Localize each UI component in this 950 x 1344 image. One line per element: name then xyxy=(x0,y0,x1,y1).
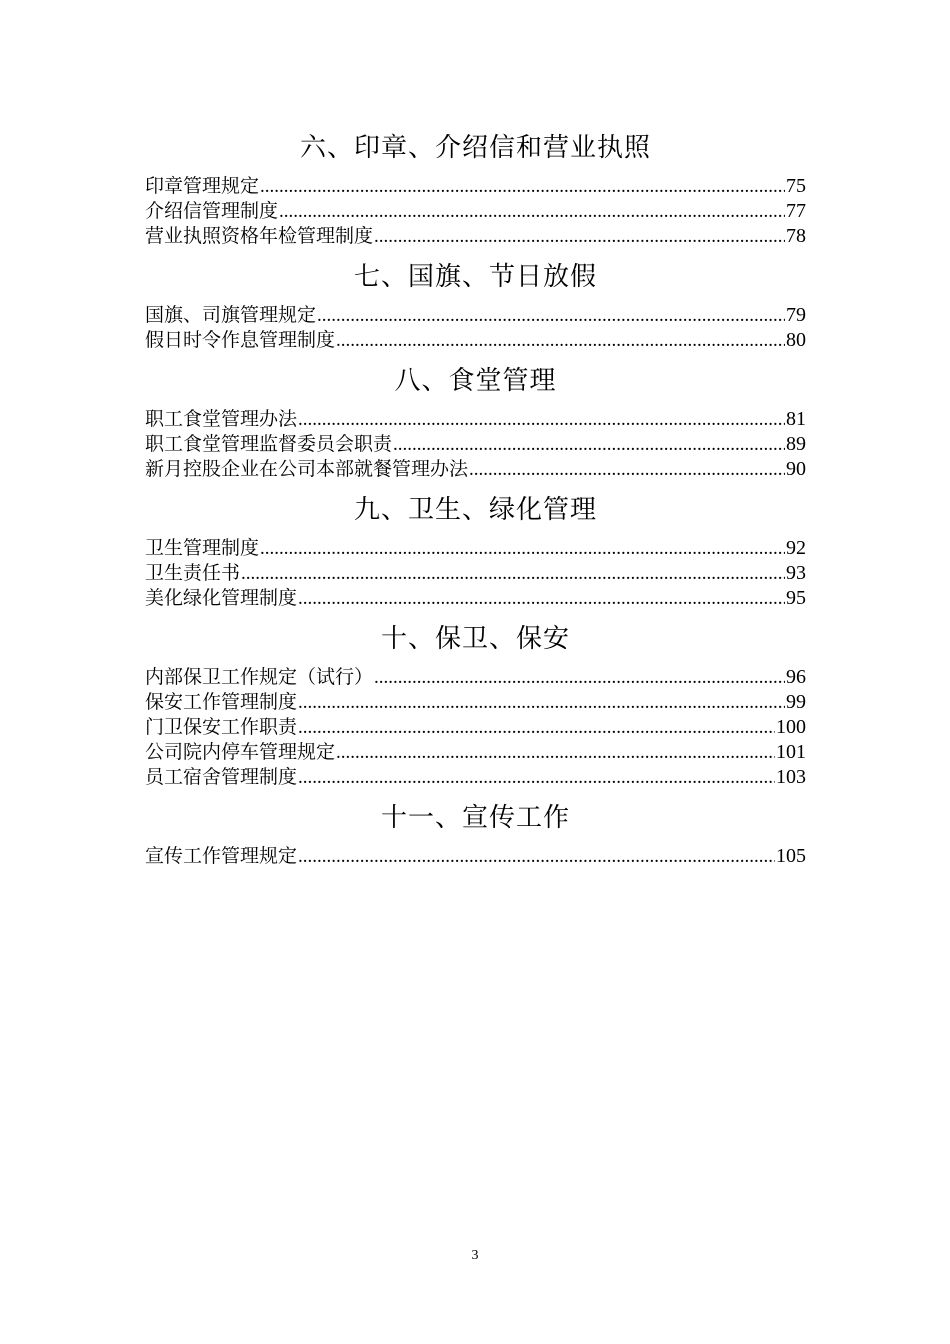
entry-page-number: 80 xyxy=(786,329,806,351)
toc-entry[interactable] xyxy=(145,740,806,765)
entry-page-number: 96 xyxy=(786,666,806,688)
dot-leader xyxy=(260,536,785,561)
entry-page-number: 100 xyxy=(776,716,806,738)
toc-entry[interactable] xyxy=(145,690,806,715)
section-title: 十一、宣传工作 xyxy=(380,803,570,833)
entry-page-number: 92 xyxy=(786,537,806,559)
page-number: 3 xyxy=(471,1248,479,1263)
dot-leader xyxy=(298,407,785,432)
entry-page-number: 81 xyxy=(786,408,806,430)
entry-label: 美化绿化管理制度 xyxy=(145,587,298,609)
section-title: 九、卫生、绿化管理 xyxy=(353,495,597,525)
entry-page-number: 105 xyxy=(776,845,806,867)
entry-label: 卫生责任书 xyxy=(145,562,241,584)
entry-label: 介绍信管理制度 xyxy=(145,200,279,222)
section-spacer xyxy=(145,482,806,490)
toc-entry[interactable] xyxy=(145,715,806,740)
entry-page-number: 75 xyxy=(786,175,806,197)
dot-leader xyxy=(298,690,785,715)
entry-label: 新月控股企业在公司本部就餐管理办法 xyxy=(145,458,469,480)
dot-leader xyxy=(298,715,775,740)
toc-entry[interactable] xyxy=(145,586,806,611)
toc-entry[interactable] xyxy=(145,561,806,586)
entry-label: 员工宿舍管理制度 xyxy=(145,766,298,788)
dot-leader xyxy=(317,303,785,328)
entry-page-number: 78 xyxy=(786,225,806,247)
table-of-contents xyxy=(145,128,806,869)
toc-entry[interactable] xyxy=(145,224,806,249)
toc-entry[interactable] xyxy=(145,199,806,224)
dot-leader xyxy=(298,765,775,790)
entry-label: 国旗、司旗管理规定 xyxy=(145,304,317,326)
entry-page-number: 77 xyxy=(786,200,806,222)
toc-section xyxy=(145,798,806,869)
toc-entry[interactable] xyxy=(145,174,806,199)
toc-entry[interactable] xyxy=(145,765,806,790)
dot-leader xyxy=(336,328,785,353)
entry-label: 保安工作管理制度 xyxy=(145,691,298,713)
entry-page-number: 93 xyxy=(786,562,806,584)
entry-page-number: 101 xyxy=(776,741,806,763)
toc-section xyxy=(145,361,806,482)
toc-entry[interactable] xyxy=(145,457,806,482)
section-title: 十、保卫、保安 xyxy=(380,624,570,654)
dot-leader xyxy=(336,740,775,765)
toc-entry[interactable] xyxy=(145,328,806,353)
toc-entry[interactable] xyxy=(145,536,806,561)
section-spacer xyxy=(145,611,806,619)
dot-leader xyxy=(393,432,785,457)
dot-leader xyxy=(260,174,785,199)
toc-entry[interactable] xyxy=(145,407,806,432)
dot-leader xyxy=(279,199,785,224)
section-title: 七、国旗、节日放假 xyxy=(353,262,597,292)
entry-page-number: 90 xyxy=(786,458,806,480)
entry-label: 卫生管理制度 xyxy=(145,537,260,559)
toc-section xyxy=(145,619,806,790)
toc-section xyxy=(145,490,806,611)
dot-leader xyxy=(374,665,785,690)
entry-page-number: 79 xyxy=(786,304,806,326)
dot-leader xyxy=(469,457,785,482)
entry-page-number: 89 xyxy=(786,433,806,455)
toc-entry[interactable] xyxy=(145,844,806,869)
dot-leader xyxy=(298,586,785,611)
entry-label: 内部保卫工作规定（试行） xyxy=(145,666,374,688)
entry-label: 门卫保安工作职责 xyxy=(145,716,298,738)
toc-section xyxy=(145,257,806,353)
entry-label: 职工食堂管理办法 xyxy=(145,408,298,430)
dot-leader xyxy=(241,561,785,586)
dot-leader xyxy=(374,224,785,249)
section-title: 六、印章、介绍信和营业执照 xyxy=(299,133,651,163)
entry-label: 印章管理规定 xyxy=(145,175,260,197)
entry-page-number: 103 xyxy=(776,766,806,788)
section-spacer xyxy=(145,353,806,361)
section-spacer xyxy=(145,790,806,798)
entry-page-number: 95 xyxy=(786,587,806,609)
toc-entry[interactable] xyxy=(145,665,806,690)
section-spacer xyxy=(145,249,806,257)
toc-entry[interactable] xyxy=(145,303,806,328)
entry-label: 职工食堂管理监督委员会职责 xyxy=(145,433,393,455)
toc-entry[interactable] xyxy=(145,432,806,457)
entry-page-number: 99 xyxy=(786,691,806,713)
section-title: 八、食堂管理 xyxy=(394,366,557,396)
entry-label: 假日时令作息管理制度 xyxy=(145,329,336,351)
entry-label: 宣传工作管理规定 xyxy=(145,845,298,867)
toc-section xyxy=(145,128,806,249)
entry-label: 营业执照资格年检管理制度 xyxy=(145,225,374,247)
dot-leader xyxy=(298,844,775,869)
entry-label: 公司院内停车管理规定 xyxy=(145,741,336,763)
